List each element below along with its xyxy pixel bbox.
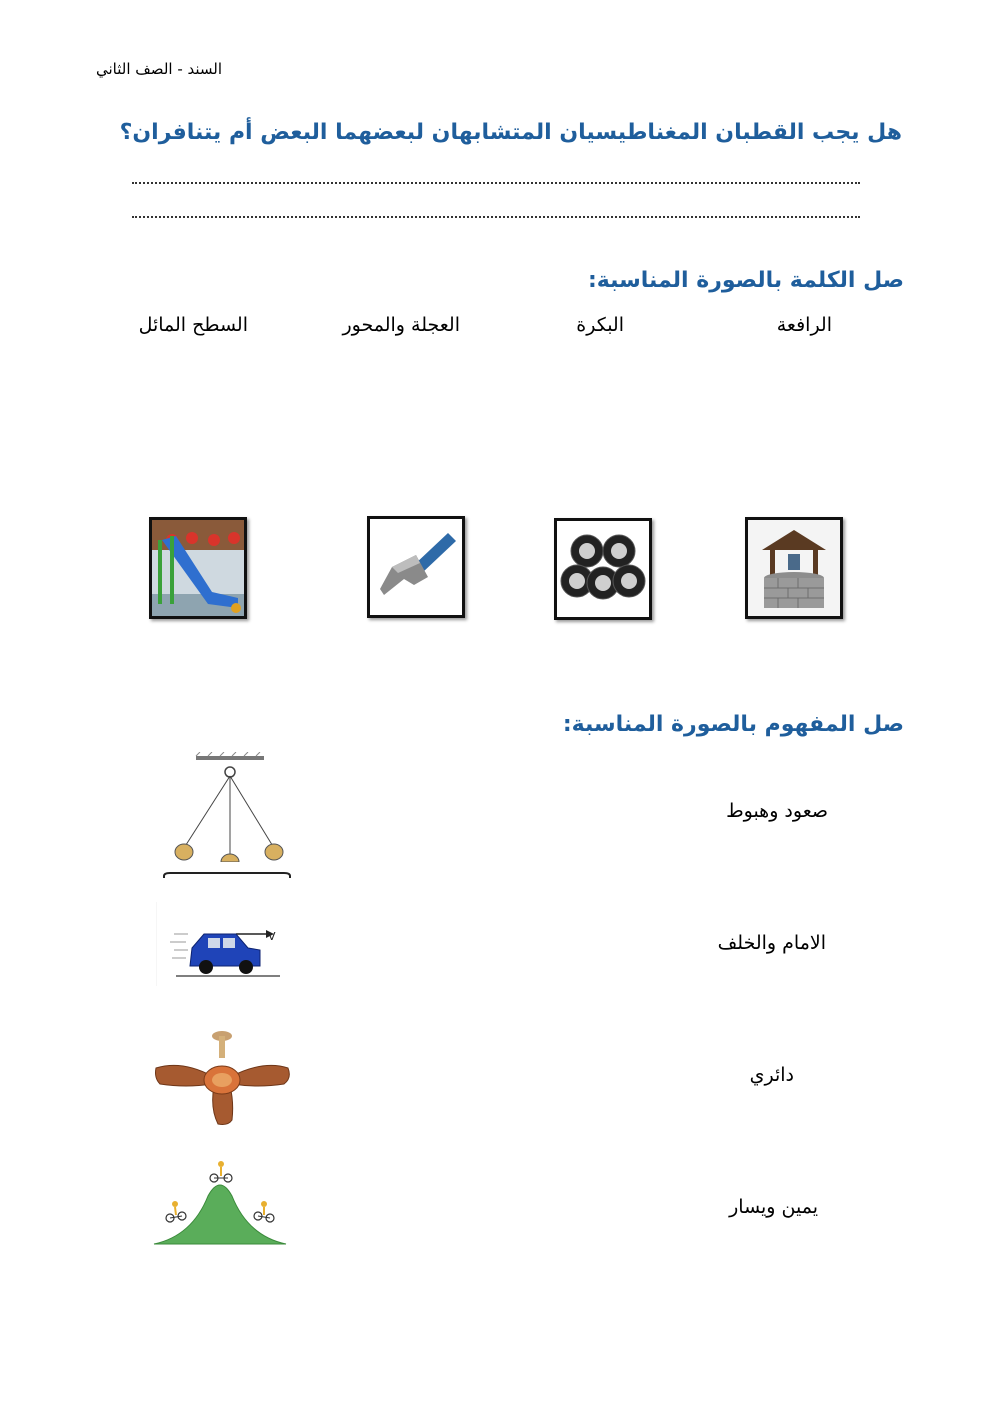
car-icon[interactable] — [156, 900, 286, 988]
concept-circular[interactable]: دائري — [749, 1064, 794, 1086]
word-inclined-plane[interactable]: السطح المائل — [138, 314, 248, 336]
velocity-label: V — [268, 930, 276, 943]
concept-up-down[interactable]: صعود وهبوط — [726, 800, 828, 822]
word-wheel-axle[interactable]: العجلة والمحور — [342, 314, 460, 336]
answer-line-2[interactable] — [132, 216, 860, 218]
question-title: هل يجب القطبان المغناطيسيان المتشابهان لبعضهما البعض أم يتنافران؟ — [119, 120, 902, 145]
concept-forward-backward[interactable]: الامام والخلف — [717, 932, 826, 954]
word-pulley[interactable]: البكرة — [576, 314, 624, 336]
tires-icon[interactable] — [554, 518, 652, 620]
pendulum-icon[interactable] — [160, 752, 294, 878]
ceiling-fan-icon[interactable] — [152, 1030, 292, 1126]
slide-icon[interactable] — [149, 517, 247, 619]
word-lever[interactable]: الرافعة — [776, 314, 832, 336]
hammer-icon[interactable] — [367, 516, 465, 618]
answer-line-1[interactable] — [132, 182, 860, 184]
cyclist-hill-icon[interactable] — [152, 1156, 288, 1248]
concept-left-right[interactable]: يمين ويسار — [729, 1196, 818, 1218]
section1-title: صل الكلمة بالصورة المناسبة: — [588, 268, 904, 293]
page-header: السند - الصف الثاني — [96, 60, 223, 78]
section2-title: صل المفهوم بالصورة المناسبة: — [562, 712, 904, 737]
well-pulley-icon[interactable] — [745, 517, 843, 619]
